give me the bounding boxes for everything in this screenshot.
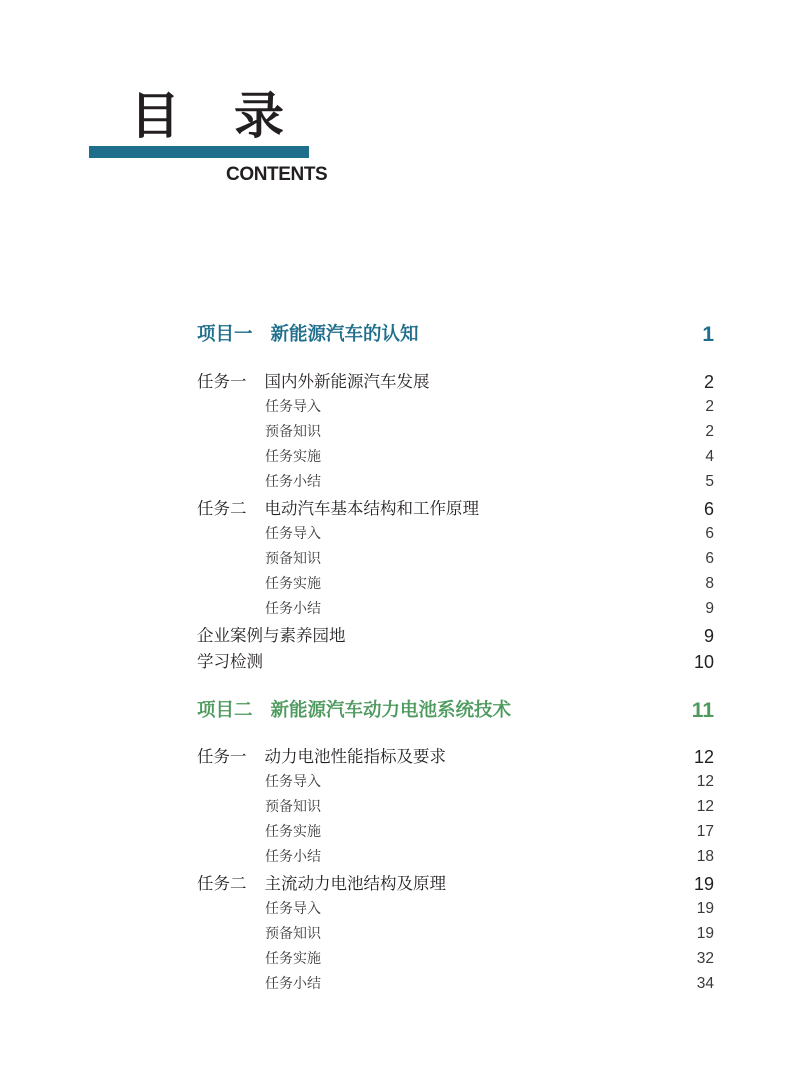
toc-page-number: 1: [702, 323, 714, 346]
toc-entry-title: 预备知识: [265, 926, 321, 942]
toc-entry-label: [265, 523, 321, 545]
toc-entry-label: [265, 821, 321, 843]
toc-subsection-entry[interactable]: [0, 598, 800, 620]
toc-entry-label: [265, 446, 321, 468]
toc-subsection-entry[interactable]: [0, 548, 800, 570]
toc-subsection-entry[interactable]: [0, 421, 800, 443]
toc-page-number: 17: [696, 823, 714, 840]
toc-entry-title: 任务小结: [265, 474, 321, 490]
toc-task-entry[interactable]: [0, 873, 800, 895]
toc-entry-title: 国内外新能源汽车发展: [264, 372, 430, 391]
toc-entry-title: 任务实施: [265, 951, 321, 967]
toc-entry-title: 动力电池性能指标及要求: [264, 747, 446, 766]
toc-page-number: 6: [705, 525, 714, 542]
toc-entry-prefix: 任务一: [197, 372, 247, 391]
toc-entry-prefix: 项目二: [197, 700, 253, 721]
toc-entry-title: 任务小结: [265, 976, 321, 992]
toc-page-number: 12: [696, 798, 714, 815]
toc-entry-title: 任务导入: [265, 399, 321, 415]
toc-task-entry[interactable]: [0, 651, 800, 673]
toc-page-number: 4: [705, 448, 714, 465]
toc-entry-label: [197, 873, 446, 895]
toc-entry-label: [265, 846, 321, 868]
toc-entry-title: 预备知识: [265, 799, 321, 815]
toc-entry-title: 新能源汽车动力电池系统技术: [270, 700, 512, 721]
toc-subsection-entry[interactable]: [0, 973, 800, 995]
toc-page-number: 12: [693, 747, 714, 767]
toc-page-number: 2: [705, 398, 714, 415]
toc-entry-prefix: 项目一: [197, 324, 253, 345]
toc-entry-label: [265, 948, 321, 970]
toc-page-number: 9: [703, 626, 714, 646]
toc-project-entry[interactable]: [0, 324, 800, 346]
page-title: 目录: [130, 87, 338, 145]
toc-subsection-entry[interactable]: [0, 523, 800, 545]
toc-entry-title: 预备知识: [265, 424, 321, 440]
toc-page-number: 2: [705, 423, 714, 440]
toc-entry-label: [265, 796, 321, 818]
toc-task-entry[interactable]: [0, 746, 800, 768]
toc-page-number: 18: [696, 848, 714, 865]
toc-page-number: 6: [705, 550, 714, 567]
toc-page-number: 32: [696, 950, 714, 967]
toc-subsection-entry[interactable]: [0, 948, 800, 970]
toc-entry-label: [197, 700, 511, 722]
toc-page-number: 19: [696, 925, 714, 942]
toc-page-number: 2: [703, 372, 714, 392]
toc-entry-label: [197, 625, 346, 647]
toc-entry-label: [265, 396, 321, 418]
toc-page-number: 12: [696, 773, 714, 790]
toc-entry-label: [265, 548, 321, 570]
toc-project-entry[interactable]: [0, 700, 800, 722]
toc-entry-title: 任务导入: [265, 901, 321, 917]
toc-entry-title: 主流动力电池结构及原理: [264, 874, 446, 893]
toc-subsection-entry[interactable]: [0, 573, 800, 595]
toc-entry-label: [265, 923, 321, 945]
page-subtitle: CONTENTS: [226, 164, 328, 185]
toc-entry-title: 预备知识: [265, 551, 321, 567]
toc-entry-label: [265, 771, 321, 793]
toc-entry-label: [197, 371, 430, 393]
toc-entry-prefix: 任务一: [197, 747, 247, 766]
toc-entry-title: 新能源汽车的认知: [270, 324, 419, 345]
toc-subsection-entry[interactable]: [0, 846, 800, 868]
toc-subsection-entry[interactable]: [0, 796, 800, 818]
toc-entry-title: 任务实施: [265, 824, 321, 840]
toc-entry-prefix: 任务二: [197, 874, 247, 893]
toc-page-number: 9: [705, 600, 714, 617]
toc-page-number: 11: [691, 699, 714, 722]
toc-entry-label: [265, 471, 321, 493]
toc-page-number: 8: [705, 575, 714, 592]
toc-subsection-entry[interactable]: [0, 821, 800, 843]
toc-subsection-entry[interactable]: [0, 471, 800, 493]
toc-entry-label: [265, 973, 321, 995]
toc-entry-prefix: 任务二: [197, 499, 247, 518]
toc-entry-title: 学习检测: [197, 652, 263, 671]
toc-entry-title: 任务实施: [265, 576, 321, 592]
toc-page-number: 10: [693, 652, 714, 672]
toc-entry-title: 任务导入: [265, 526, 321, 542]
toc-subsection-entry[interactable]: [0, 923, 800, 945]
toc-entry-label: [265, 421, 321, 443]
toc-page-number: 19: [693, 874, 714, 894]
toc-task-entry[interactable]: [0, 625, 800, 647]
toc-page-number: 6: [703, 499, 714, 519]
toc-entry-label: [197, 746, 446, 768]
toc-subsection-entry[interactable]: [0, 898, 800, 920]
toc-task-entry[interactable]: [0, 498, 800, 520]
toc-subsection-entry[interactable]: [0, 771, 800, 793]
toc-page-number: 5: [705, 473, 714, 490]
toc-subsection-entry[interactable]: [0, 396, 800, 418]
toc-entry-title: 任务小结: [265, 601, 321, 617]
toc-page-number: 19: [696, 900, 714, 917]
toc-subsection-entry[interactable]: [0, 446, 800, 468]
toc-entry-title: 企业案例与素养园地: [197, 626, 346, 645]
toc-page-number: 34: [696, 975, 714, 992]
toc-entry-label: [265, 898, 321, 920]
toc-entry-label: [197, 498, 479, 520]
toc-entry-title: 电动汽车基本结构和工作原理: [264, 499, 479, 518]
toc-entry-title: 任务导入: [265, 774, 321, 790]
toc-entry-label: [197, 651, 263, 673]
toc-entry-title: 任务小结: [265, 849, 321, 865]
toc-entry-label: [265, 573, 321, 595]
toc-task-entry[interactable]: [0, 371, 800, 393]
toc-entry-label: [197, 324, 419, 346]
toc-entry-title: 任务实施: [265, 449, 321, 465]
toc-entry-label: [265, 598, 321, 620]
